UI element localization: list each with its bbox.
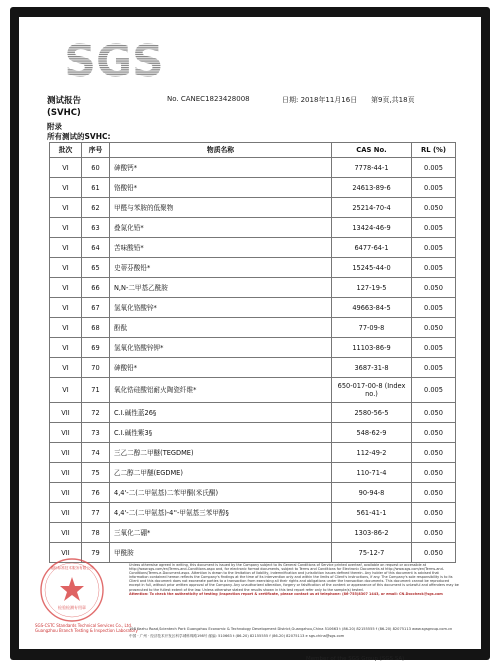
- table-row: [50, 358, 456, 378]
- cell-rl: 0.005: [412, 178, 456, 198]
- col-batch: 批次: [50, 143, 82, 158]
- cell-substance: 铬酸铅*: [110, 178, 332, 198]
- page-number: 第9页,共18页: [371, 96, 415, 104]
- cell-number: 66: [82, 278, 110, 298]
- cell-substance: C.I.碱性蓝26§: [110, 403, 332, 423]
- terms-text: Unless otherwise agreed in writing, this document is issued by the Company subject to its General Conditions of Service printed overleaf, available on request or accessible at http://www.sgs.com/en/Terms-and-Conditions.aspx and, for electronic format documents, subject to Terms and Conditions for Electronic Documents at http://www.sgs.com/en/Terms-and-Conditions/Terms-e-Document.aspx. Attention is drawn to the limitation of liability, indemnification and jurisdiction issues defined therein. Any holder of this document is advised that information contained hereon reflects the Company's findings at the time of its intervention only and within the limits of Client's instructions, if any. The Company's sole responsibility is to its Client and this document does not exonerate parties to a transaction from exercising all their rights and obligations under the transaction documents. This document cannot be reproduced except in full, without prior written approval of the Company. Any unauthorized alteration, forgery or falsification of the content or appearance of this document is unlawful and offenders may be prosecuted to the fullest extent of the law. Unless otherwise stated the results shown in this test report refer only to the sample(s) tested.: [129, 563, 459, 592]
- table-body: [50, 158, 456, 563]
- cell-batch: VII: [50, 483, 82, 503]
- cell-cas: 15245-44-0: [332, 258, 412, 278]
- cell-number: 61: [82, 178, 110, 198]
- cell-number: 70: [82, 358, 110, 378]
- cell-rl: 0.050: [412, 198, 456, 218]
- cell-cas: 650-017-00-8 (Index no.): [332, 378, 412, 403]
- cell-number: 76: [82, 483, 110, 503]
- cell-substance: 三乙二醇二甲醚(TEGDME): [110, 443, 332, 463]
- cell-cas: 1303-86-2: [332, 523, 412, 543]
- cell-substance: 氧化锆硅酸铝耐火陶瓷纤维*: [110, 378, 332, 403]
- doc-subtitle: (SVHC): [47, 108, 81, 118]
- cell-batch: VII: [50, 543, 82, 563]
- col-substance: 物质名称: [110, 143, 332, 158]
- cell-rl: 0.050: [412, 543, 456, 563]
- cell-rl: 0.005: [412, 258, 456, 278]
- cell-number: 71: [82, 378, 110, 403]
- cell-rl: 0.005: [412, 298, 456, 318]
- cell-cas: 7778-44-1: [332, 158, 412, 178]
- cell-batch: VII: [50, 403, 82, 423]
- table-row: [50, 403, 456, 423]
- cell-batch: VI: [50, 158, 82, 178]
- cell-cas: 11103-86-9: [332, 338, 412, 358]
- cell-cas: 90-94-8: [332, 483, 412, 503]
- table-row: [50, 503, 456, 523]
- col-number: 序号: [82, 143, 110, 158]
- table-row: [50, 298, 456, 318]
- cell-rl: 0.050: [412, 443, 456, 463]
- cell-substance: C.I.碱性紫3§: [110, 423, 332, 443]
- table-row: [50, 338, 456, 358]
- cell-cas: 548-62-9: [332, 423, 412, 443]
- cell-substance: 酚酞: [110, 318, 332, 338]
- logo-text: SGS: [64, 36, 164, 84]
- cell-batch: VI: [50, 178, 82, 198]
- cell-rl: 0.050: [412, 523, 456, 543]
- table-row: [50, 463, 456, 483]
- stamp-mid-text: 检验检测专用章: [58, 605, 86, 610]
- cell-batch: VI: [50, 338, 82, 358]
- cell-rl: 0.050: [412, 423, 456, 443]
- cell-substance: 乙二醇二甲醚(EGDME): [110, 463, 332, 483]
- stamp-star-icon: [60, 577, 84, 601]
- stamp-caption-2: Guangzhou Branch Testing & Inspection Laboratory: [35, 628, 138, 633]
- cell-cas: 3687-31-8: [332, 358, 412, 378]
- table-row: [50, 483, 456, 503]
- cell-number: 78: [82, 523, 110, 543]
- cell-substance: 4,4'-二(二甲氨基)-4''-甲氨基三苯甲醇§: [110, 503, 332, 523]
- cell-rl: 0.005: [412, 338, 456, 358]
- section-title: 所有测试的SVHC:: [47, 132, 111, 141]
- table-row: [50, 523, 456, 543]
- cell-cas: 6477-64-1: [332, 238, 412, 258]
- cell-number: 74: [82, 443, 110, 463]
- cell-batch: VII: [50, 423, 82, 443]
- cell-substance: 三氧化二硼*: [110, 523, 332, 543]
- report-number: No. CANEC1823428008: [167, 95, 250, 103]
- cell-batch: VII: [50, 503, 82, 523]
- table-row: [50, 423, 456, 443]
- table-row: [50, 278, 456, 298]
- cell-rl: 0.005: [412, 158, 456, 178]
- cell-rl: 0.050: [412, 463, 456, 483]
- cell-cas: 2580-56-5: [332, 403, 412, 423]
- cell-number: 62: [82, 198, 110, 218]
- cell-substance: 4,4'-二(二甲氨基)二苯甲酮(米氏酮): [110, 483, 332, 503]
- cell-rl: 0.005: [412, 238, 456, 258]
- cell-substance: 氢氧化铬酸锌*: [110, 298, 332, 318]
- cell-cas: 561-41-1: [332, 503, 412, 523]
- cell-substance: 砷酸钙*: [110, 158, 332, 178]
- cell-substance: 苦味酸铅*: [110, 238, 332, 258]
- table-row: [50, 378, 456, 403]
- cell-number: 73: [82, 423, 110, 443]
- table-row: [50, 443, 456, 463]
- cell-substance: 甲醛与苯胺的低聚物: [110, 198, 332, 218]
- cell-batch: VI: [50, 378, 82, 403]
- cell-number: 79: [82, 543, 110, 563]
- authenticity-notice: Attention: To check the authenticity of testing /inspection report & certificate, please contact us at telephone: (86-755)8307 1443, or email: CN.Doccheck@sgs.com: [129, 591, 443, 596]
- cell-batch: VI: [50, 278, 82, 298]
- cell-batch: VI: [50, 198, 82, 218]
- cell-batch: VI: [50, 318, 82, 338]
- cell-cas: 49663-84-5: [332, 298, 412, 318]
- col-rl: RL (%): [412, 143, 456, 158]
- cell-number: 67: [82, 298, 110, 318]
- address-en: 198 Kezhu Road,Scientech Park Guangzhou Economic & Technology Development District,Guangzhou,China 510663 t (86-20) 82155555 f (86-20) 82075113 www.sgsgroup.com.cn: [129, 627, 453, 631]
- table-row: [50, 238, 456, 258]
- cell-number: 69: [82, 338, 110, 358]
- svhc-table: [49, 142, 456, 563]
- appendix-label: 附录: [47, 122, 62, 131]
- cell-rl: 0.050: [412, 503, 456, 523]
- cell-substance: 史蒂芬酸铅*: [110, 258, 332, 278]
- cell-substance: 砷酸铅*: [110, 358, 332, 378]
- cell-substance: 甲酰胺: [110, 543, 332, 563]
- cell-batch: VI: [50, 238, 82, 258]
- cell-rl: 0.005: [412, 218, 456, 238]
- cell-cas: 24613-89-6: [332, 178, 412, 198]
- cell-cas: 112-49-2: [332, 443, 412, 463]
- report-page: [19, 17, 481, 649]
- cell-rl: 0.005: [412, 358, 456, 378]
- report-date: 日期: 2018年11月16日: [282, 96, 358, 104]
- cell-number: 75: [82, 463, 110, 483]
- cell-substance: N,N-二甲基乙酰胺: [110, 278, 332, 298]
- sgs-logo: [64, 34, 164, 84]
- cell-batch: VI: [50, 298, 82, 318]
- table-header-row: [50, 143, 456, 158]
- doc-title: 测试报告: [47, 96, 82, 106]
- cell-rl: 0.050: [412, 403, 456, 423]
- terms-fine-print: [129, 563, 459, 596]
- stamp-top-text: 通标标准技术服务有限公司: [50, 566, 94, 570]
- address-cn: 中国 · 广州 · 经济技术开发区科学城科珠路198号 邮编: 510663 t (86-20) 82155555 f (86-20) 82075113 e sgs.china@sgs.com: [129, 634, 345, 638]
- cell-number: 63: [82, 218, 110, 238]
- cell-rl: 0.005: [412, 378, 456, 403]
- cell-batch: VI: [50, 258, 82, 278]
- inspection-stamp: [39, 557, 105, 623]
- table-row: [50, 158, 456, 178]
- cell-batch: VI: [50, 218, 82, 238]
- table-row: [50, 218, 456, 238]
- cell-rl: 0.050: [412, 483, 456, 503]
- col-cas: CAS No.: [332, 143, 412, 158]
- cell-cas: 75-12-7: [332, 543, 412, 563]
- cell-cas: 110-71-4: [332, 463, 412, 483]
- cell-cas: 77-09-8: [332, 318, 412, 338]
- cell-number: 64: [82, 238, 110, 258]
- table-row: [50, 178, 456, 198]
- table-row: [50, 258, 456, 278]
- cell-cas: 25214-70-4: [332, 198, 412, 218]
- cell-substance: 氢氧化铬酸锌钾*: [110, 338, 332, 358]
- cell-rl: 0.050: [412, 318, 456, 338]
- cell-number: 68: [82, 318, 110, 338]
- cell-cas: 127-19-5: [332, 278, 412, 298]
- cell-number: 72: [82, 403, 110, 423]
- cell-number: 65: [82, 258, 110, 278]
- table-row: [50, 543, 456, 563]
- cell-number: 77: [82, 503, 110, 523]
- cell-batch: VII: [50, 443, 82, 463]
- table-row: [50, 198, 456, 218]
- cell-rl: 0.050: [412, 278, 456, 298]
- cell-batch: VII: [50, 523, 82, 543]
- cell-substance: 叠氮化铅*: [110, 218, 332, 238]
- stamp-caption: SGS-CSTC Standards Technical Services Co., Ltd.: [35, 623, 133, 628]
- cell-batch: VI: [50, 358, 82, 378]
- cell-batch: VII: [50, 463, 82, 483]
- cell-number: 60: [82, 158, 110, 178]
- table-row: [50, 318, 456, 338]
- member-note: Member of the SGS Group (SGS SA): [306, 656, 405, 662]
- cell-cas: 13424-46-9: [332, 218, 412, 238]
